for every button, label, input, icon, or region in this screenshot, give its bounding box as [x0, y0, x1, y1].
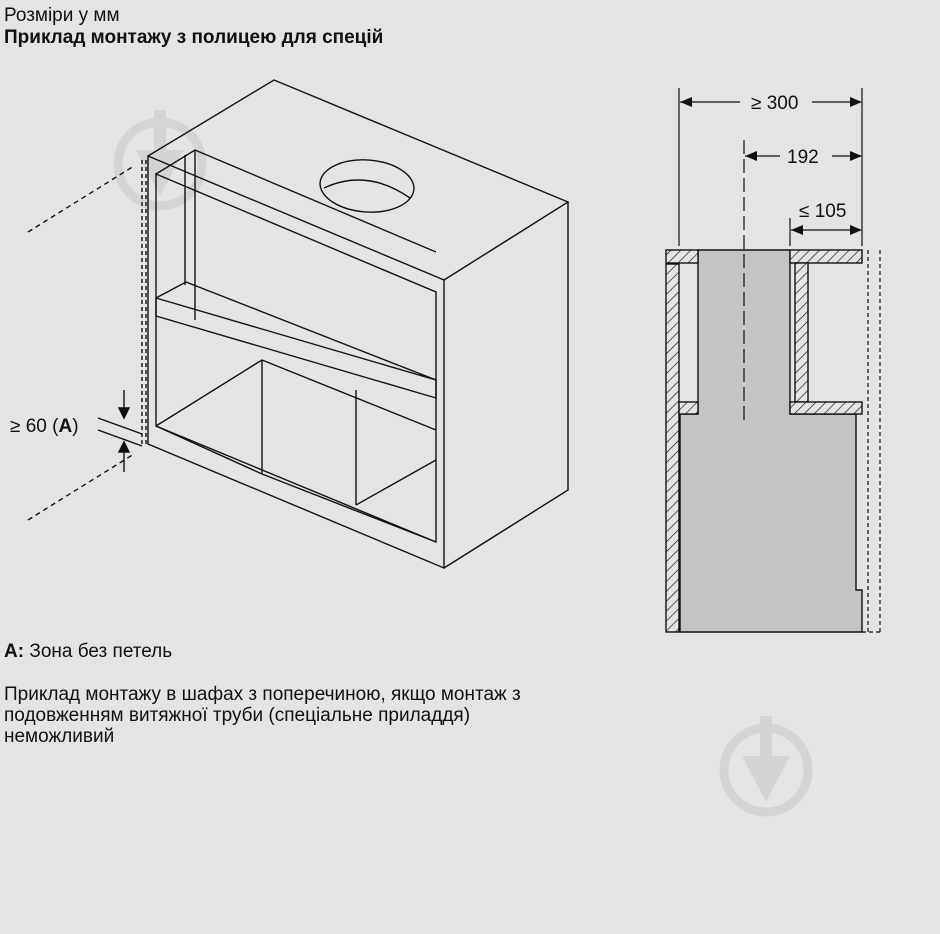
note-a: [4, 642, 172, 662]
note-a-label: A:: [4, 641, 25, 662]
dimension-shelf-depth: ≤ 105: [799, 201, 847, 222]
watermark-icon: [724, 716, 808, 812]
hinge-zone-label: [10, 416, 79, 437]
page-title: Приклад монтажу з полицею для спецій: [4, 27, 384, 48]
units-label: Розміри у мм: [4, 5, 120, 26]
watermark-icon: [118, 110, 202, 206]
hinge-zone-value: ≥ 60 (: [10, 416, 59, 437]
hinge-zone-close: ): [72, 416, 79, 437]
description-text: Приклад монтажу в шафах з поперечиною, якщо монтаж з подовженням витяжної труби (спеціальне приладдя) неможливий: [4, 684, 521, 747]
note-a-text: Зона без петель: [24, 641, 173, 662]
cabinet-drawing: [28, 80, 568, 568]
dimension-width-total: ≥ 300: [751, 93, 799, 114]
section-drawing: [666, 88, 880, 632]
hinge-zone-letter: A: [58, 416, 73, 437]
dimension-axis-offset: 192: [787, 147, 819, 168]
